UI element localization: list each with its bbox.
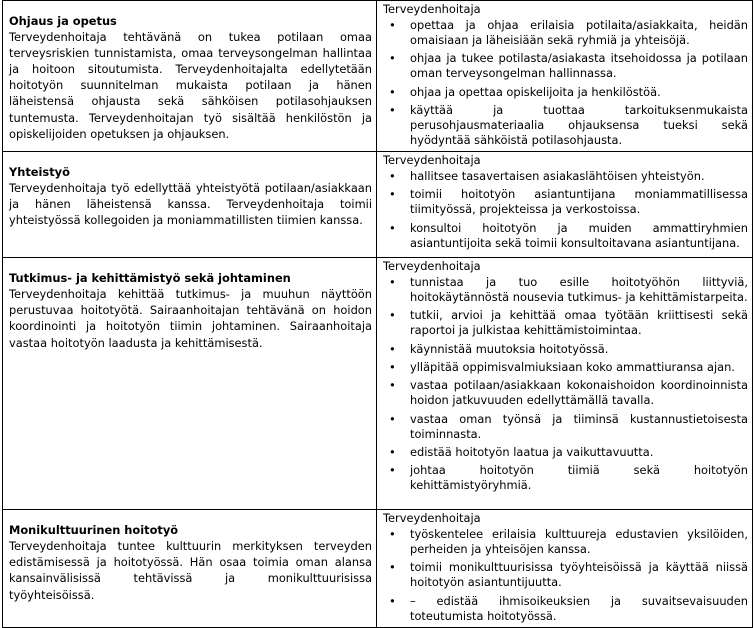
list-item xyxy=(383,527,748,557)
table-body xyxy=(3,1,753,628)
section-description-cell xyxy=(3,510,377,628)
bullet-icon: • xyxy=(389,275,396,290)
list-item-text: vastaa oman työnsä ja tiiminsä kustannustietoisesta toiminnasta. xyxy=(410,411,748,441)
list-item xyxy=(383,463,748,493)
list-item xyxy=(383,103,748,148)
bullet-list xyxy=(383,169,748,251)
competence-list-cell xyxy=(377,510,753,628)
list-item-text: ylläpitää oppimisvalmiuksiaan koko ammattiuransa ajan. xyxy=(410,360,735,375)
list-item-text: edistää hoitotyön laatua ja vaikuttavuutta. xyxy=(410,444,654,459)
list-item xyxy=(383,360,748,375)
bullet-icon: • xyxy=(389,18,396,32)
list-item-text: tutkii, arvioi ja kehittää omaa työtään kriittisesti sekä raportoi ja julkistaa kehittämistoimintaa. xyxy=(410,308,748,338)
bullet-icon: • xyxy=(389,102,396,117)
section-description-cell xyxy=(3,258,377,510)
competence-list xyxy=(377,510,752,624)
list-item-text: vastaa potilaan/asiakkaan kokonaishoidon koordinoinnista hoidon jatkuvuuden edellyttämällä tavalla. xyxy=(410,378,748,408)
list-item xyxy=(383,18,748,48)
section-body: Terveydenhoitaja tuntee kulttuurin merkityksen terveyden edistämisessä ja hoitotyössä. Hän osaa toimia oman alansa kansainvälisissä tehtävissä ja monikulttuurisissa työyhteisöissä. xyxy=(9,539,372,602)
role-heading: Terveydenhoitaja xyxy=(383,153,481,168)
bullet-list xyxy=(383,18,748,148)
list-item xyxy=(383,51,748,81)
bullet-icon: • xyxy=(389,560,396,575)
section-title: Tutkimus- ja kehittämistyö sekä johtaminen xyxy=(9,271,291,286)
competence-list xyxy=(377,1,752,148)
bullet-icon: • xyxy=(389,51,396,66)
list-item xyxy=(383,275,748,305)
list-item-text: toimii monikulttuurisissa työyhteisöissä ja käyttää niissä hoitotyön asiantuntijuutta. xyxy=(410,560,748,590)
list-item-text: hallitsee tasavertaisen asiakaslähtöisen yhteistyön. xyxy=(410,169,705,184)
list-item xyxy=(383,445,748,460)
bullet-icon: • xyxy=(389,308,396,323)
role-heading: Terveydenhoitaja xyxy=(383,511,481,526)
section-body: Terveydenhoitaja työ edellyttää yhteistyötä potilaan/asiakkaan ja hänen läheistensä kanssa. Terveydenhoitaja toimii yhteistyössä kollegoiden ja moniammatillisten tiimien kanssa. xyxy=(9,181,372,228)
list-item xyxy=(383,221,748,251)
bullet-icon: • xyxy=(389,444,396,459)
section-title: Yhteistyö xyxy=(9,165,70,180)
section-description-cell xyxy=(3,1,377,152)
list-item-text: ohjaa ja opettaa opiskelijoita ja henkilöstöä. xyxy=(410,84,661,99)
bullet-icon: • xyxy=(389,378,396,393)
section-description xyxy=(3,1,376,144)
bullet-icon: • xyxy=(389,411,396,426)
table-row xyxy=(3,152,753,258)
bullet-icon: • xyxy=(389,463,396,478)
bullet-icon: • xyxy=(389,593,396,608)
list-item xyxy=(383,560,748,590)
competence-list xyxy=(377,152,752,251)
role-heading: Terveydenhoitaja xyxy=(383,259,481,274)
bullet-icon: • xyxy=(389,527,396,542)
section-description xyxy=(3,510,376,604)
list-item xyxy=(383,412,748,442)
bullet-icon: • xyxy=(389,169,396,184)
list-item xyxy=(383,187,748,217)
competence-list-cell xyxy=(377,1,753,152)
list-item-text: opettaa ja ohjaa erilaisia potilaita/asiakkaita, heidän omaisiaan ja läheisiään sekä ryhmiä ja yhteisöjä. xyxy=(410,18,748,47)
table-row xyxy=(3,1,753,152)
list-item xyxy=(383,169,748,184)
section-title: Monikulttuurinen hoitotyö xyxy=(9,523,179,538)
list-item xyxy=(383,308,748,338)
section-body: Terveydenhoitaja kehittää tutkimus- ja muuhun näyttöön perustuvaa hoitotyötä. Sairaanhoitajan tehtävänä on hoidon koordinointi ja hoitotyön tiimin johtaminen. Sairaanhoitaja vastaa hoitotyön laadusta ja kehittämisestä. xyxy=(9,287,372,350)
list-item-text: – edistää ihmisoikeuksien ja suvaitsevaisuuden toteutumista hoitotyössä. xyxy=(410,593,748,623)
list-item xyxy=(383,342,748,357)
bullet-icon: • xyxy=(389,220,396,235)
section-title: Ohjaus ja opetus xyxy=(9,14,117,28)
section-description xyxy=(3,258,376,352)
role-heading: Terveydenhoitaja xyxy=(383,2,481,16)
competence-list-cell xyxy=(377,152,753,258)
list-item-text: käyttää ja tuottaa tarkoituksenmukaista perusohjausmateriaalia ohjauksensa tueksi sekä hyödyntää sähköistä potilasohjausta. xyxy=(410,102,748,147)
list-item xyxy=(383,85,748,100)
list-item xyxy=(383,594,748,624)
list-item-text: johtaa hoitotyön tiimiä sekä hoitotyön kehittämistyöryhmiä. xyxy=(410,463,748,493)
section-description xyxy=(3,152,376,230)
bullet-list xyxy=(383,275,748,493)
competence-table xyxy=(2,0,753,628)
list-item xyxy=(383,378,748,408)
bullet-list xyxy=(383,527,748,624)
list-item-text: työskentelee erilaisia kulttuureja edustavien yksilöiden, perheiden ja yhteisöjen kanssa. xyxy=(410,527,748,557)
list-item-text: toimii hoitotyön asiantuntijana moniammatillisessa tiimityössä, projekteissa ja verkostoissa. xyxy=(410,187,748,217)
bullet-icon: • xyxy=(389,84,396,99)
competence-list xyxy=(377,258,752,493)
table-row xyxy=(3,258,753,510)
list-item-text: konsultoi hoitotyön ja muiden ammattiryhmien asiantuntijoita sekä toimii konsultoitavana asiantuntijana. xyxy=(410,220,748,250)
table-row xyxy=(3,510,753,628)
section-description-cell xyxy=(3,152,377,258)
list-item-text: tunnistaa ja tuo esille hoitotyöhön liittyviä, hoitokäytännöstä nousevia tutkimus- ja kehittämistarpeita. xyxy=(410,275,748,305)
section-body: Terveydenhoitaja tehtävänä on tukea potilaan omaa terveysriskien tunnistamista, omaa terveysongelman hallintaa ja hoitoon sitoutumista. Terveydenhoitajalta edellytetään hoitotyön suunnitelman mukaista potilaan ja hänen läheistensä ohjausta sekä sähköisen potilasohjauksen tuntemusta. Terveydenhoitajan työ sisältää henkilöstön ja opiskelijoiden opetuksen ja ohjauksen. xyxy=(9,30,372,141)
bullet-icon: • xyxy=(389,360,396,375)
list-item-text: ohjaa ja tukee potilasta/asiakasta itsehoidossa ja potilaan oman terveysongelman hallinnassa. xyxy=(410,51,748,81)
competence-list-cell xyxy=(377,258,753,510)
bullet-icon: • xyxy=(389,341,396,356)
bullet-icon: • xyxy=(389,187,396,202)
list-item-text: käynnistää muutoksia hoitotyössä. xyxy=(410,341,609,356)
